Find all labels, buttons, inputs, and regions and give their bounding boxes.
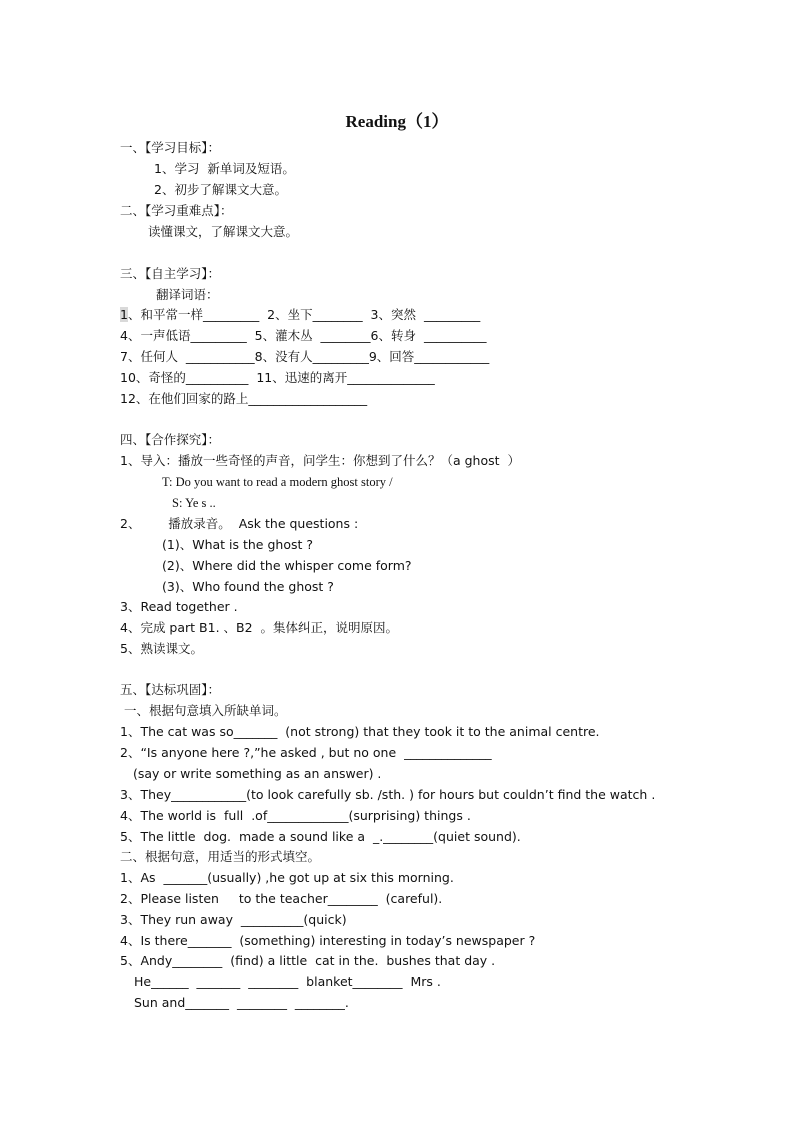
part-1-heading: 一、根据句意填入所缺单词。 — [120, 703, 287, 718]
vocab-row-4: 10、奇怪的__________ 11、迅速的离开______________ — [120, 370, 435, 385]
part-1-item-5: 5、The little dog. made a sound like a _.________(quiet sound). — [120, 829, 521, 844]
dialogue-student-line: S: Ye s .. — [172, 496, 216, 510]
vocab-row-1-text: 、和平常一样_________ 2、坐下________ 3、突然 _________ — [127, 307, 481, 322]
vocab-row-2: 4、一声低语_________ 5、灌木丛 ________6、转身 __________ — [120, 328, 487, 343]
section-3-subheading: 翻译词语： — [156, 287, 219, 302]
part-1-item-4: 4、The world is full .of_____________(surprising) things . — [120, 808, 471, 823]
highlighted-number: 1 — [120, 307, 128, 322]
section-4-item-5: 5、熟读课文。 — [120, 641, 203, 656]
section-2-heading: 二、【学习重难点】： — [120, 203, 233, 218]
question-3: (3)、Who found the ghost ? — [162, 579, 334, 594]
part-2-item-3: 3、They run away __________(quick) — [120, 912, 347, 927]
section-4-item-1: 1、导入：播放一些奇怪的声音，问学生：你想到了什么？（a ghost ） — [120, 453, 520, 468]
vocab-row-1 — [120, 307, 480, 323]
section-4-item-3: 3、Read together . — [120, 599, 238, 614]
section-4-item-4: 4、完成 part B1. 、B2 。集体纠正，说明原因。 — [120, 620, 398, 635]
page-title: Reading（1） — [345, 112, 449, 131]
part-2-item-4: 4、Is there_______ (something) interesting in today’s newspaper ? — [120, 933, 536, 948]
part-1-item-1: 1、The cat was so_______ (not strong) that they took it to the animal centre. — [120, 724, 600, 739]
section-4-heading: 四、【合作探究】： — [120, 432, 221, 447]
part-2-item-5-line-3: Sun and_______ ________ ________. — [134, 995, 349, 1010]
part-2-item-2: 2、Please listen to the teacher________ (careful). — [120, 891, 443, 906]
part-1-item-3: 3、They____________(to look carefully sb. /sth. ) for hours but couldn’t find the watch . — [120, 787, 656, 802]
question-1: (1)、What is the ghost ? — [162, 537, 313, 552]
vocab-row-5: 12、在他们回家的路上___________________ — [120, 391, 368, 406]
section-1-heading: 一、【学习目标】： — [120, 140, 221, 155]
part-1-item-2: 2、“Is anyone here ?,”he asked , but no one ______________ — [120, 745, 492, 760]
part-1-item-2-hint: (say or write something as an answer) . — [133, 766, 382, 781]
section-1-item-1: 1、学习 新单词及短语。 — [154, 161, 295, 176]
section-1-item-2: 2、初步了解课文大意。 — [154, 182, 287, 197]
vocab-row-3: 7、任何人 ___________8、没有人_________9、回答____________ — [120, 349, 490, 364]
part-2-item-5-line-2: He______ _______ ________ blanket________ Mrs . — [134, 974, 441, 989]
section-5-heading: 五、【达标巩固】： — [120, 682, 221, 697]
part-2-heading: 二、根据句意，用适当的形式填空。 — [120, 849, 321, 864]
part-2-item-5: 5、Andy________ (find) a little cat in the. bushes that day . — [120, 953, 496, 968]
section-4-item-2: 2、 播放录音。 Ask the questions : — [120, 516, 359, 531]
part-2-item-1: 1、As _______(usually) ,he got up at six this morning. — [120, 870, 454, 885]
section-2-item-1: 读懂课文，了解课文大意。 — [148, 224, 299, 239]
question-2: (2)、Where did the whisper come form? — [162, 558, 412, 573]
dialogue-teacher-line: T: Do you want to read a modern ghost story / — [162, 475, 393, 489]
section-3-heading: 三、【自主学习】： — [120, 266, 221, 281]
